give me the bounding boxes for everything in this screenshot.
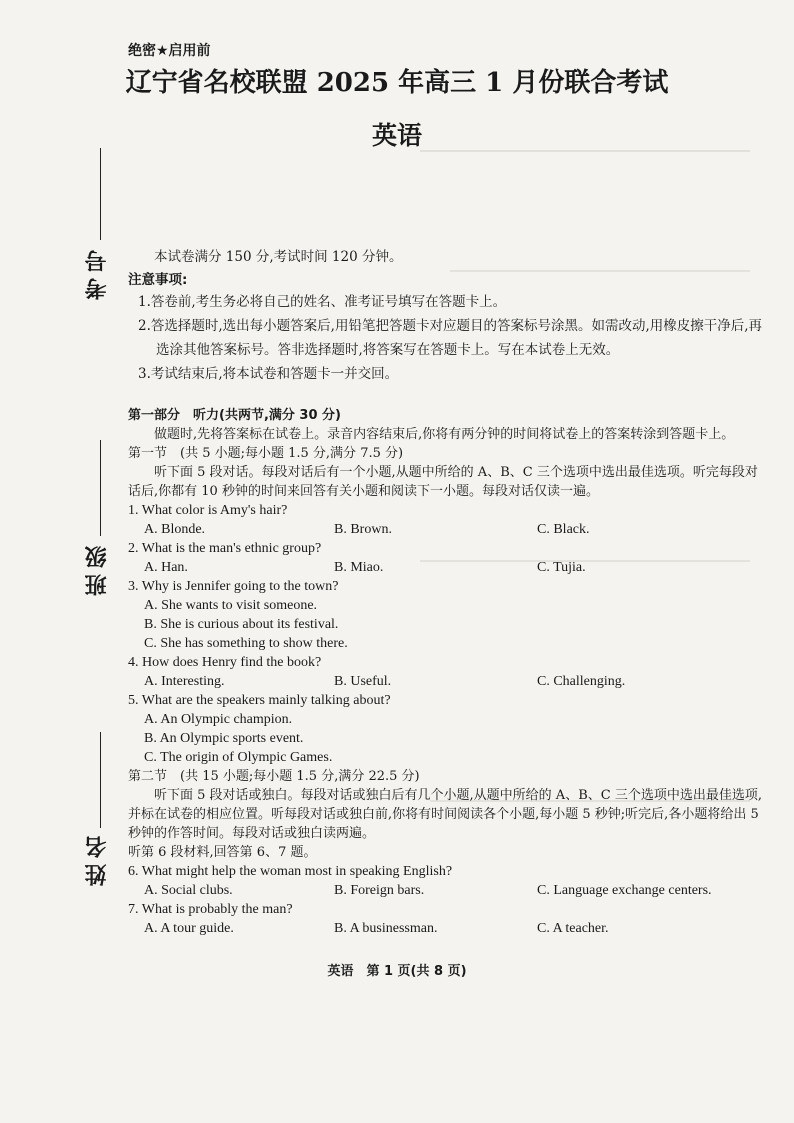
option-c: C. Language exchange centers. [537, 883, 712, 898]
question-text: 5. What are the speakers mainly talking about? [128, 693, 391, 708]
option-a: A. Han. [144, 560, 188, 575]
question-item [128, 539, 768, 577]
exam-content [128, 248, 768, 938]
question-text: 1. What color is Amy's hair? [128, 503, 288, 518]
option-c: C. A teacher. [537, 921, 609, 936]
option-c: C. She has something to show there. [144, 636, 348, 651]
class-label: 班级 [85, 540, 110, 596]
material-instruction: 听第 6 段材料,回答第 6、7 题。 [128, 845, 317, 860]
exam-no-line [100, 148, 101, 240]
option-b: B. An Olympic sports event. [144, 731, 304, 746]
option-a: A. She wants to visit someone. [144, 598, 318, 613]
option-b: B. Foreign bars. [334, 883, 425, 898]
question-item [128, 862, 768, 900]
page-footer: 英语 第 1 页(共 8 页) [327, 964, 467, 979]
option-b: B. A businessman. [334, 921, 438, 936]
question-text: 4. How does Henry find the book? [128, 655, 322, 670]
question-text: 2. What is the man's ethnic group? [128, 541, 322, 556]
confidential-mark: 绝密★启用前 [128, 43, 211, 59]
note-item: 1.答卷前,考生务必将自己的姓名、准考证号填写在答题卡上。 [138, 294, 507, 310]
part1-title: 第一部分 听力(共两节,满分 30 分) [128, 408, 341, 423]
option-c: C. Black. [537, 522, 590, 537]
option-a: A. An Olympic champion. [144, 712, 293, 727]
intro-text: 本试卷满分 150 分,考试时间 120 分钟。 [154, 249, 403, 265]
option-b: B. Brown. [334, 522, 392, 537]
question-item [128, 900, 768, 938]
option-a: A. Interesting. [144, 674, 225, 689]
exam-no-label: 考号 [85, 244, 110, 300]
option-c: C. Challenging. [537, 674, 626, 689]
exam-title: 辽宁省名校联盟 2025 年高三 1 月份联合考试 [125, 68, 669, 98]
section2-title: 第二节 (共 15 小题;每小题 1.5 分,满分 22.5 分) [128, 769, 420, 784]
question-item [128, 691, 768, 767]
option-c: C. The origin of Olympic Games. [144, 750, 333, 765]
section1-instruction: 听下面 5 段对话。每段对话后有一个小题,从题中所给的 A、B、C 三个选项中选出最佳选项。听完每段对话后,你都有 10 秒钟的时间来回答有关小题和阅读下一小题。每段对话仅读一遍。 [128, 465, 758, 499]
class-line [100, 440, 101, 536]
question-text: 7. What is probably the man? [128, 902, 293, 917]
note-item: 3.考试结束后,将本试卷和答题卡一并交回。 [138, 366, 399, 382]
name-label: 姓名 [85, 830, 110, 886]
question-text: 6. What might help the woman most in speaking English? [128, 864, 453, 879]
option-a: A. Blonde. [144, 522, 206, 537]
section2-instruction: 听下面 5 段对话或独白。每段对话或独白后有几个小题,从题中所给的 A、B、C 三个选项中选出最佳选项,并标在试卷的相应位置。听每段对话或独白前,你将有时间阅读各个小题,每小题 5 秒钟;听完后,各小题将给出 5 秒钟的作答时间。每段对话或独白读两遍。 [128, 788, 762, 841]
note-item: 2.答选择题时,选出每小题答案后,用铅笔把答题卡对应题目的答案标号涂黑。如需改动,用橡皮擦干净后,再选涂其他答案标号。答非选择题时,将答案写在答题卡上。写在本试卷上无效。 [138, 318, 763, 358]
option-b: B. She is curious about its festival. [144, 617, 339, 632]
question-item [128, 577, 768, 653]
section1-title: 第一节 (共 5 小题;每小题 1.5 分,满分 7.5 分) [128, 446, 404, 461]
option-b: B. Useful. [334, 674, 392, 689]
notes-title: 注意事项: [128, 272, 188, 288]
part1-instruction: 做题时,先将答案标在试卷上。录音内容结束后,你将有两分钟的时间将试卷上的答案转涂到答题卡上。 [154, 427, 735, 442]
option-c: C. Tujia. [537, 560, 586, 575]
option-a: A. A tour guide. [144, 921, 234, 936]
question-item [128, 653, 768, 691]
name-line [100, 732, 101, 828]
question-text: 3. Why is Jennifer going to the town? [128, 579, 339, 594]
option-b: B. Miao. [334, 560, 384, 575]
subject-title: 英语 [371, 121, 422, 150]
option-a: A. Social clubs. [144, 883, 233, 898]
question-item [128, 501, 768, 539]
